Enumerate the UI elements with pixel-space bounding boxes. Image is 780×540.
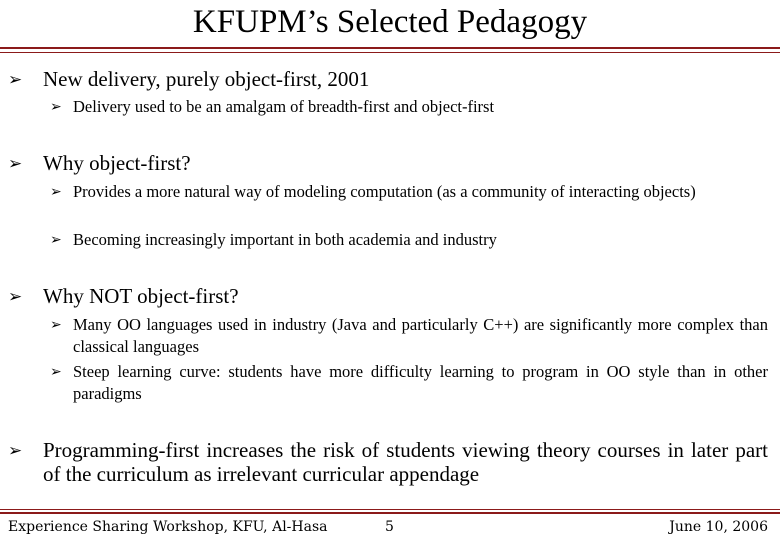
bullet-2 [8, 151, 768, 175]
sub-bullet-1-1 [50, 96, 768, 118]
page-number: 5 [385, 519, 394, 535]
arrow-bullet-icon: ➢ [8, 441, 23, 461]
arrow-bullet-icon: ➢ [50, 184, 62, 200]
slide-title: KFUPM’s Selected Pedagogy [192, 4, 588, 40]
bullet-text: Programming-first increases the risk of students viewing theory courses in later part of the curriculum as irrelevant curricular appendage [43, 438, 768, 486]
arrow-bullet-icon: ➢ [50, 99, 62, 115]
footer-date: June 10, 2006 [669, 519, 768, 535]
footer-event: Experience Sharing Workshop, KFU, Al-Hasa [8, 519, 328, 535]
title-divider [0, 47, 780, 49]
bullet-text: Why NOT object-first? [43, 284, 239, 308]
bullet-text: New delivery, purely object-first, 2001 [43, 67, 370, 91]
arrow-bullet-icon: ➢ [50, 364, 62, 380]
footer-divider [0, 509, 780, 510]
sub-bullet-3-2 [50, 361, 768, 405]
arrow-bullet-icon: ➢ [8, 154, 23, 174]
bullet-text: Why object-first? [43, 151, 191, 175]
footer-divider-thick [0, 512, 780, 514]
sub-bullet-text: Provides a more natural way of modeling computation (as a community of interacting objects) [73, 182, 696, 201]
sub-bullet-text: Many OO languages used in industry (Java and particularly C++) are significantly more complex than classical languages [73, 315, 768, 356]
bullet-4 [8, 438, 768, 486]
arrow-bullet-icon: ➢ [50, 232, 62, 248]
sub-bullet-2-2 [50, 229, 768, 251]
title-divider-thin [0, 52, 780, 53]
sub-bullet-text: Becoming increasingly important in both academia and industry [73, 230, 497, 249]
bullet-3 [8, 284, 768, 308]
sub-bullet-3-1 [50, 314, 768, 358]
arrow-bullet-icon: ➢ [50, 317, 62, 333]
arrow-bullet-icon: ➢ [8, 287, 23, 307]
arrow-bullet-icon: ➢ [8, 70, 23, 90]
sub-bullet-text: Delivery used to be an amalgam of breadth-first and object-first [73, 97, 495, 116]
sub-bullet-2-1 [50, 181, 768, 203]
sub-bullet-text: Steep learning curve: students have more difficulty learning to program in OO style than in other paradigms [73, 362, 768, 403]
bullet-1 [8, 67, 768, 91]
